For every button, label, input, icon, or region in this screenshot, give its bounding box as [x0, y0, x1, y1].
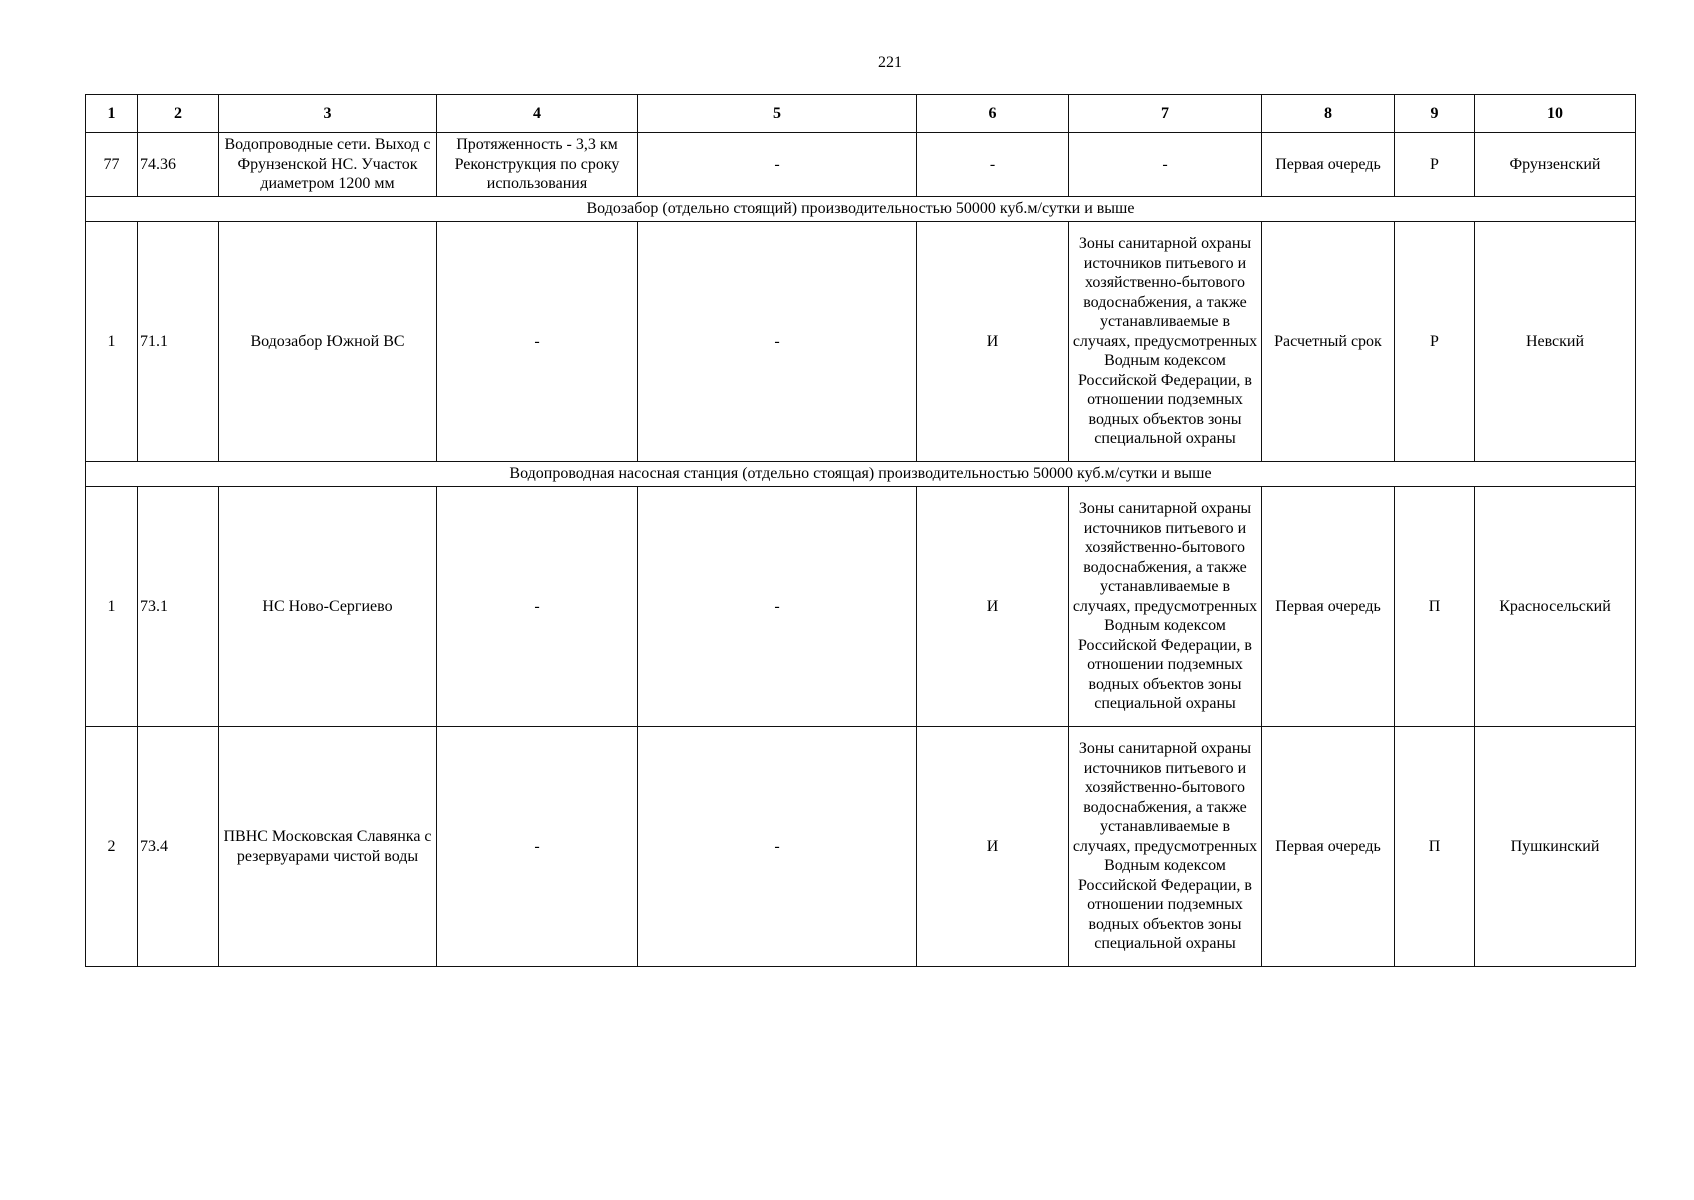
header-cell: 5 [638, 95, 917, 133]
code-cell: 71.1 [138, 222, 219, 462]
district-cell: Красносельский [1475, 487, 1636, 727]
object-name-cell: ПВНС Московская Славянка с резервуарами чистой воды [219, 727, 437, 967]
term-cell: Первая очередь [1262, 727, 1395, 967]
header-cell: 2 [138, 95, 219, 133]
section-title: Водозабор (отдельно стоящий) производительностью 50000 куб.м/сутки и выше [86, 197, 1636, 222]
header-cell: 8 [1262, 95, 1395, 133]
section-title: Водопроводная насосная станция (отдельно стоящая) производительностью 50000 куб.м/сутки и выше [86, 462, 1636, 487]
header-cell: 1 [86, 95, 138, 133]
section-row [86, 462, 1636, 487]
table-cell: И [917, 727, 1069, 967]
header-cell: 3 [219, 95, 437, 133]
status-cell: Р [1395, 222, 1475, 462]
characteristics-cell: - [437, 727, 638, 967]
status-cell: П [1395, 487, 1475, 727]
table-row [86, 222, 1636, 462]
district-cell: Пушкинский [1475, 727, 1636, 967]
table-cell: - [638, 133, 917, 197]
object-name-cell: НС Ново-Сергиево [219, 487, 437, 727]
header-cell: 4 [437, 95, 638, 133]
code-cell: 74.36 [138, 133, 219, 197]
table-cell: - [917, 133, 1069, 197]
row-number-cell: 2 [86, 727, 138, 967]
zone-cell: Зоны санитарной охраны источников питьевого и хозяйственно-бытового водоснабжения, а также устанавливаемые в случаях, предусмотренных Водным кодексом Российской Федерации, в отношении подземных водных объектов зоны специальной охраны [1069, 222, 1262, 462]
district-cell: Невский [1475, 222, 1636, 462]
table-cell: - [638, 487, 917, 727]
characteristics-cell: - [437, 222, 638, 462]
term-cell: Расчетный срок [1262, 222, 1395, 462]
section-row [86, 197, 1636, 222]
header-cell: 7 [1069, 95, 1262, 133]
code-cell: 73.1 [138, 487, 219, 727]
code-cell: 73.4 [138, 727, 219, 967]
row-number-cell: 77 [86, 133, 138, 197]
table-cell: И [917, 487, 1069, 727]
table-cell: - [638, 222, 917, 462]
status-cell: Р [1395, 133, 1475, 197]
header-cell: 6 [917, 95, 1069, 133]
term-cell: Первая очередь [1262, 487, 1395, 727]
characteristics-cell: Протяженность - 3,3 км Реконструкция по сроку использования [437, 133, 638, 197]
status-cell: П [1395, 727, 1475, 967]
zone-cell: Зоны санитарной охраны источников питьевого и хозяйственно-бытового водоснабжения, а также устанавливаемые в случаях, предусмотренных Водным кодексом Российской Федерации, в отношении подземных водных объектов зоны специальной охраны [1069, 487, 1262, 727]
object-name-cell: Водопроводные сети. Выход с Фрунзенской НС. Участок диаметром 1200 мм [219, 133, 437, 197]
term-cell: Первая очередь [1262, 133, 1395, 197]
zone-cell: - [1069, 133, 1262, 197]
table-cell: И [917, 222, 1069, 462]
characteristics-cell: - [437, 487, 638, 727]
object-name-cell: Водозабор Южной ВС [219, 222, 437, 462]
table-row [86, 487, 1636, 727]
header-row [86, 95, 1636, 133]
zone-cell: Зоны санитарной охраны источников питьевого и хозяйственно-бытового водоснабжения, а также устанавливаемые в случаях, предусмотренных Водным кодексом Российской Федерации, в отношении подземных водных объектов зоны специальной охраны [1069, 727, 1262, 967]
data-table [85, 94, 1636, 967]
row-number-cell: 1 [86, 487, 138, 727]
header-cell: 9 [1395, 95, 1475, 133]
row-number-cell: 1 [86, 222, 138, 462]
page-number: 221 [878, 54, 902, 71]
district-cell: Фрунзенский [1475, 133, 1636, 197]
table-cell: - [638, 727, 917, 967]
header-cell: 10 [1475, 95, 1636, 133]
table-row [86, 727, 1636, 967]
table-row [86, 133, 1636, 197]
